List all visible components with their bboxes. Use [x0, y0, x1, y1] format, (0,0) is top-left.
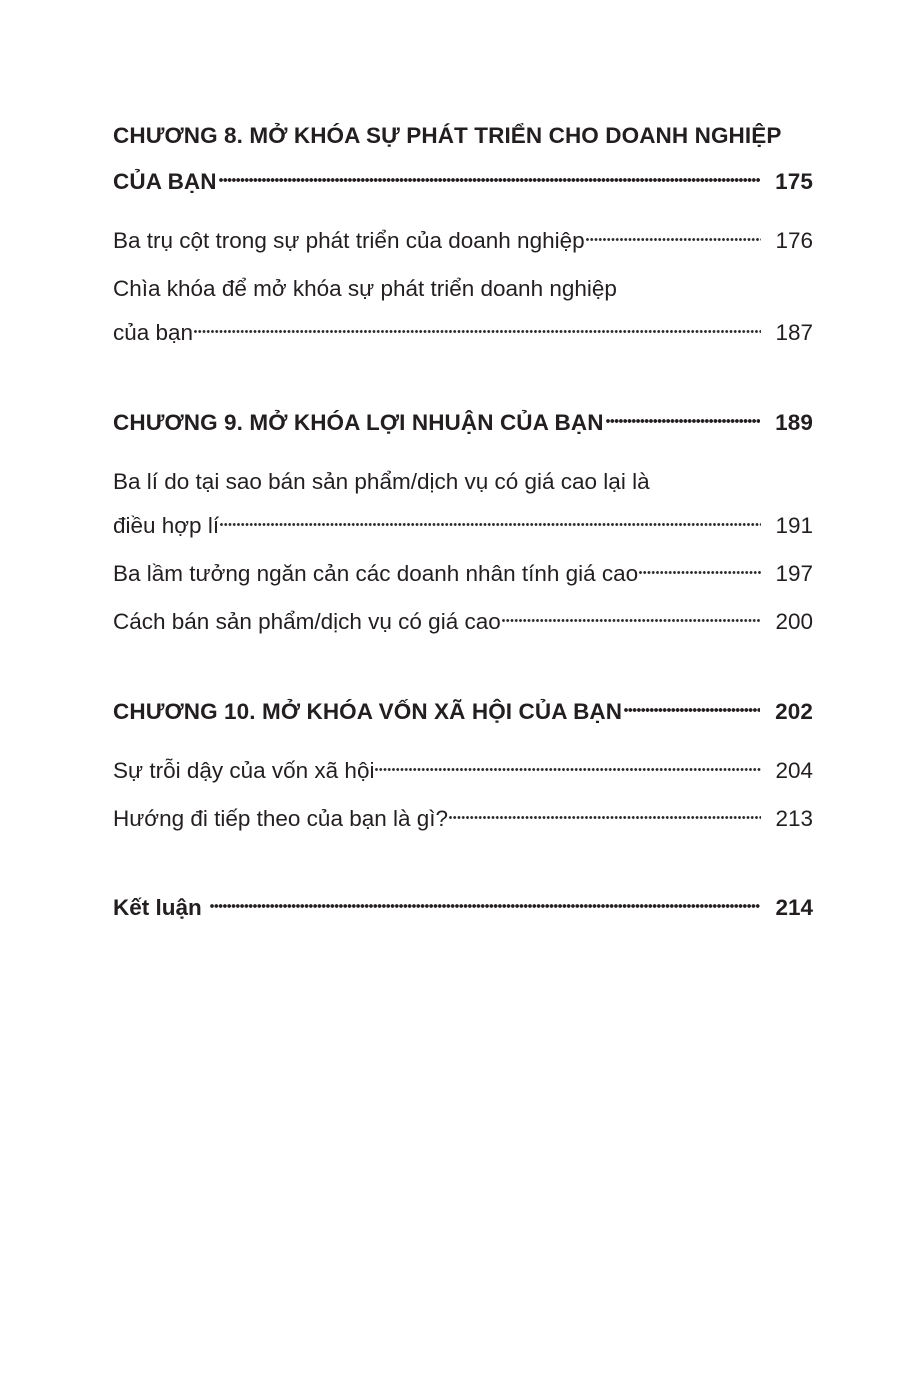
toc-entry-page: 204 — [775, 758, 813, 783]
dot-leader — [449, 804, 761, 827]
toc-chapter-10[interactable] — [113, 689, 813, 735]
toc-entry-page: 191 — [775, 513, 813, 538]
toc-chapter-9-heading: CHƯƠNG 9. MỞ KHÓA LỢI NHUẬN CỦA BẠN — [113, 410, 604, 435]
toc-entry-page: 197 — [775, 561, 813, 586]
toc-chapter-10-heading: CHƯƠNG 10. MỞ KHÓA VỐN XÃ HỘI CỦA BẠN — [113, 699, 623, 724]
toc-entry-label: Ba lầm tưởng ngăn cản các doanh nhân tính giá cao — [113, 561, 639, 586]
toc-entry-page: 187 — [775, 320, 813, 345]
table-of-contents — [113, 113, 813, 931]
toc-entry-page: 176 — [775, 228, 813, 253]
dot-leader — [502, 607, 761, 630]
toc-conclusion-page: 214 — [775, 895, 813, 920]
dot-leader — [210, 893, 760, 916]
toc-chapter-9-page: 189 — [775, 410, 813, 435]
toc-entry-label-line2: điều hợp lí — [113, 513, 220, 538]
toc-entry-label-line1: Chìa khóa để mở khóa sự phát triển doanh nghiệp — [113, 276, 617, 301]
toc-entry-label: Sự trỗi dậy của vốn xã hội — [113, 758, 375, 783]
dot-leader — [606, 408, 760, 431]
toc-entry-huong-di-tiep-theo[interactable] — [113, 797, 813, 841]
toc-conclusion-label: Kết luận — [113, 895, 202, 920]
toc-entry-ba-tru-cot[interactable] — [113, 219, 813, 263]
toc-entry-chia-khoa[interactable] — [113, 267, 813, 355]
dot-leader — [219, 167, 760, 190]
toc-entry-su-troi-day[interactable] — [113, 749, 813, 793]
toc-entry-page: 200 — [775, 609, 813, 634]
toc-chapter-8[interactable] — [113, 113, 813, 205]
toc-chapter-8-heading-line1: CHƯƠNG 8. MỞ KHÓA SỰ PHÁT TRIỂN CHO DOANH NGHIỆP — [113, 123, 782, 148]
toc-entry-label-line2: của bạn — [113, 320, 194, 345]
toc-entry-cach-ban[interactable] — [113, 600, 813, 644]
dot-leader — [194, 318, 761, 341]
toc-chapter-8-page: 175 — [775, 169, 813, 194]
toc-entry-ba-lam-tuong[interactable] — [113, 552, 813, 596]
toc-entry-label: Ba trụ cột trong sự phát triển của doanh nghiệp — [113, 228, 585, 253]
toc-conclusion[interactable] — [113, 885, 813, 931]
toc-entry-label: Cách bán sản phẩm/dịch vụ có giá cao — [113, 609, 501, 634]
toc-entry-ba-li-do[interactable] — [113, 460, 813, 548]
toc-chapter-8-heading-line2: CỦA BẠN — [113, 169, 217, 194]
toc-entry-label-line1: Ba lí do tại sao bán sản phẩm/dịch vụ có giá cao lại là — [113, 469, 650, 494]
dot-leader — [586, 226, 761, 249]
dot-leader — [220, 511, 761, 534]
dot-leader — [375, 756, 761, 779]
toc-chapter-10-page: 202 — [775, 699, 813, 724]
dot-leader — [624, 697, 760, 720]
toc-entry-page: 213 — [775, 806, 813, 831]
toc-chapter-9[interactable] — [113, 400, 813, 446]
dot-leader — [639, 559, 761, 582]
toc-entry-label: Hướng đi tiếp theo của bạn là gì? — [113, 806, 449, 831]
